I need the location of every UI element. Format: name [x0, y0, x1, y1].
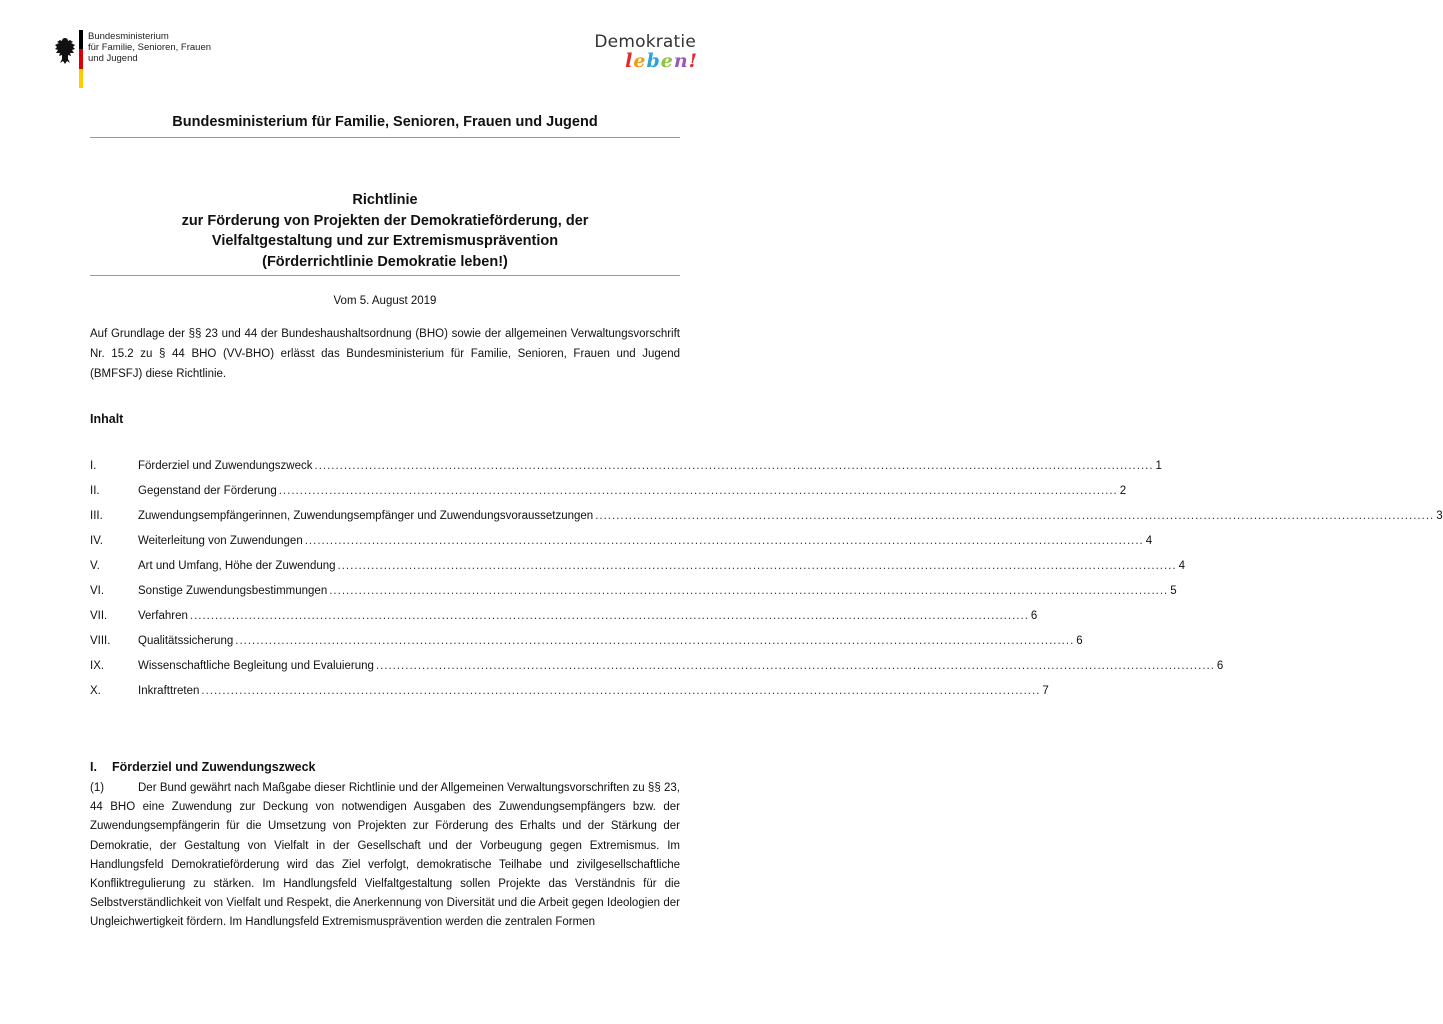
toc-entry-page: 6: [1030, 610, 1038, 622]
table-of-contents: [90, 460, 1443, 710]
toc-entry-title: Weiterleitung von Zuwendungen: [138, 535, 303, 547]
toc-entry-number: V.: [90, 560, 100, 572]
logo-word-leben: leben!: [625, 50, 698, 72]
toc-entry-number: IX.: [90, 660, 105, 672]
toc-entry-number: IV.: [90, 535, 104, 547]
german-flag-bar: [79, 30, 83, 88]
title-line: Vielfaltgestaltung und zur Extremismusprävention: [211, 233, 559, 249]
toc-entry-number: III.: [90, 510, 103, 522]
toc-entry-page: 6: [1076, 635, 1083, 647]
toc-entry[interactable]: [90, 585, 1177, 610]
body-paragraph: [90, 779, 680, 933]
toc-entry-page: 5: [1170, 585, 1177, 597]
paragraph-number: (1): [90, 782, 105, 794]
toc-entry-page: 7: [1042, 685, 1049, 697]
demokratie-leben-logo: [590, 32, 710, 76]
toc-entry-title: Verfahren: [138, 610, 188, 622]
toc-entry-title: Förderziel und Zuwendungszweck: [138, 460, 313, 472]
title-line: zur Förderung von Projekten der Demokratieförderung, der: [181, 212, 589, 229]
heading-rule: [90, 137, 680, 138]
document-date: Vom 5. August 2019: [333, 295, 437, 307]
toc-entry-title: Art und Umfang, Höhe der Zuwendung: [138, 560, 336, 572]
toc-dot-leader: ........................................................................................................................................................................................................: [329, 585, 1169, 597]
section-title: Förderziel und Zuwendungszweck: [112, 760, 316, 774]
toc-dot-leader: ........................................................................................................................................................................................................: [201, 685, 1041, 697]
toc-entry[interactable]: [90, 610, 1038, 635]
toc-entry-page: 1: [1155, 460, 1162, 472]
toc-entry-number: VII.: [90, 610, 108, 622]
federal-eagle-icon: [54, 36, 76, 66]
toc-entry-number: VIII.: [90, 635, 111, 647]
toc-dot-leader: ........................................................................................................................................................................................................: [278, 485, 1118, 497]
toc-heading: Inhalt: [90, 412, 124, 426]
title-line: (Förderrichtlinie Demokratie leben!): [262, 253, 508, 270]
toc-entry-title: Inkrafttreten: [138, 685, 200, 697]
toc-dot-leader: ........................................................................................................................................................................................................: [595, 510, 1435, 522]
toc-entry[interactable]: [90, 660, 1224, 685]
paragraph-text: Der Bund gewährt nach Maßgabe dieser Richtlinie und der Allgemeinen Verwaltungsvorschriften zu §§ 23, 44 BHO eine Zuwendung zur Deckung von notwendigen Ausgaben des Zuwendungsempfängers bzw. der Zuwendungsempfängerin für die Umsetzung von Projekten zur Förderung des Erhalts und der Stärkung der Demokratie, der Gestaltung von Vielfalt in der Gesellschaft und der Vorbeugung gegen Extremismus. Im Handlungsfeld Demokratieförderung wird das Ziel verfolgt, demokratische Teilhabe und zivilgesellschaftliche Konfliktregulierung zu stärken. Im Handlungsfeld Vielfaltgestaltung sollen Projekte das Verständnis für die Selbstverständlichkeit von Vielfalt und Respekt, die Anerkennung von Diversität und die Arbeit gegen Ideologien der Ungleichwertigkeit fördern. Im Handlungsfeld Extremismusprävention werden die zentralen Formen: [90, 782, 680, 929]
toc-dot-leader: ........................................................................................................................................................................................................: [189, 610, 1029, 622]
intro-paragraph: Auf Grundlage der §§ 23 und 44 der Bundeshaushaltsordnung (BHO) sowie der allgemeinen Verwaltungsvorschrift Nr. 15.2 zu § 44 BHO (VV-BHO) erlässt das Bundesministerium für Familie, Senioren, Frauen und Jugend (BMFSFJ) diese Richtlinie.: [90, 328, 680, 380]
section-number: I.: [90, 760, 97, 774]
bmfsfj-logo: [54, 30, 224, 90]
toc-entry[interactable]: [90, 685, 1049, 710]
toc-entry-title: Gegenstand der Förderung: [138, 485, 277, 497]
toc-entry-number: I.: [90, 460, 97, 472]
toc-entry-page: 4: [1145, 535, 1153, 547]
logo-word-demokratie: Demokratie: [594, 32, 696, 52]
toc-entry-page: 4: [1178, 560, 1185, 572]
toc-dot-leader: ........................................................................................................................................................................................................: [304, 535, 1144, 547]
toc-dot-leader: ........................................................................................................................................................................................................: [337, 560, 1177, 572]
document-title: [90, 190, 680, 272]
toc-entry-page: 6: [1216, 660, 1224, 672]
toc-entry-number: II.: [90, 485, 100, 497]
toc-dot-leader: ........................................................................................................................................................................................................: [314, 460, 1154, 472]
toc-entry[interactable]: [90, 535, 1153, 560]
toc-entry-title: Qualitätssicherung: [138, 635, 234, 647]
toc-dot-leader: ........................................................................................................................................................................................................: [375, 660, 1215, 672]
toc-dot-leader: ........................................................................................................................................................................................................: [235, 635, 1075, 647]
section-heading: [90, 760, 316, 774]
toc-entry[interactable]: [90, 510, 1443, 535]
toc-entry-title: Zuwendungsempfängerinnen, Zuwendungsempfänger und Zuwendungsvoraussetzungen: [138, 510, 594, 522]
organization-heading: Bundesministerium für Familie, Senioren, Frauen und Jugend: [172, 114, 598, 130]
toc-entry-title: Sonstige Zuwendungsbestimmungen: [138, 585, 328, 597]
toc-entry-number: VI.: [90, 585, 105, 597]
toc-entry-page: 3: [1436, 510, 1443, 522]
ministry-logo-text: Bundesministerium für Familie, Senioren, Frauen und Jugend: [88, 31, 212, 64]
toc-entry[interactable]: [90, 560, 1185, 585]
toc-entry[interactable]: [90, 485, 1127, 510]
toc-entry-number: X.: [90, 685, 101, 697]
toc-entry-page: 2: [1119, 485, 1127, 497]
toc-entry[interactable]: [90, 635, 1083, 660]
title-line: Richtlinie: [352, 192, 418, 208]
toc-entry-title: Wissenschaftliche Begleitung und Evaluierung: [138, 660, 374, 672]
title-rule: [90, 275, 680, 276]
toc-entry[interactable]: [90, 460, 1162, 485]
